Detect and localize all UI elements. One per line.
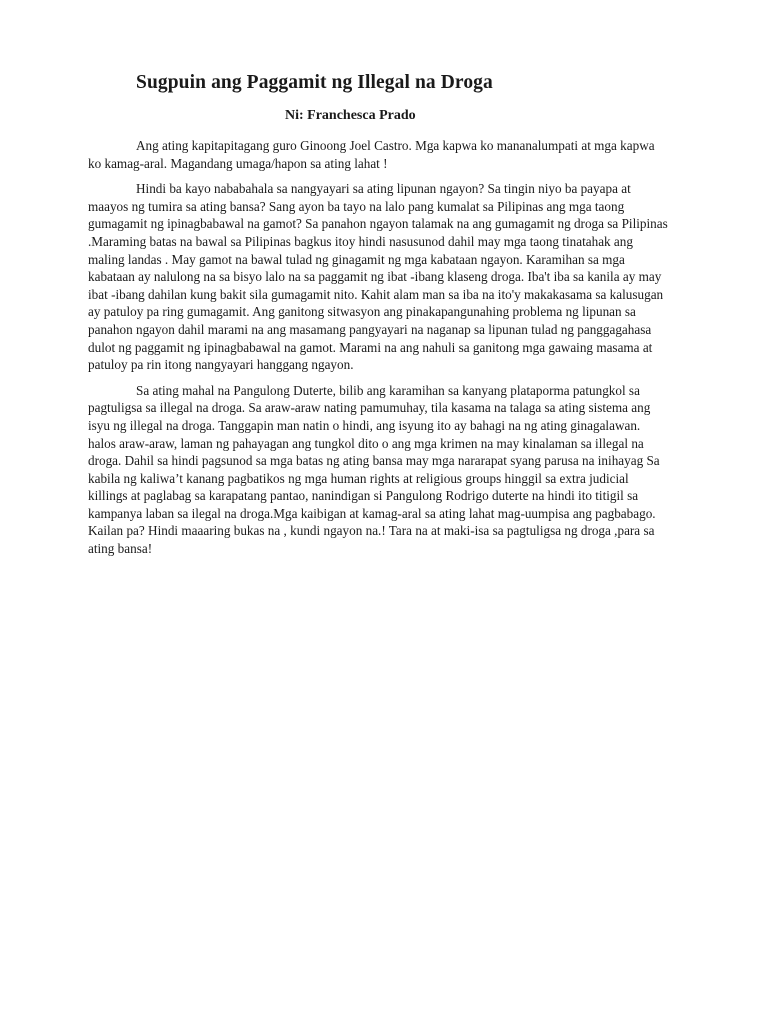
paragraph-greeting: Ang ating kapitapitagang guro Ginoong Joel Castro. Mga kapwa ko mananalumpati at mga kapwa ko kamag-aral. Magandang umaga/hapon sa ating lahat ! <box>88 138 655 171</box>
paragraph-problem: Hindi ba kayo nababahala sa nangyayari sa ating lipunan ngayon? Sa tingin niyo ba payapa at maayos ng tumira sa ating bansa? Sang ayon ba tayo na lalo pang kumalat sa Pilipinas ang mga taong gumagamit ng ipinagbabawal na gamot? Sa panahon ngayon talamak na ang gumagamit ng droga sa Pilipinas .Maraming batas na bawal sa Pilipinas bagkus itoy hindi nasusunod dahil may mga taong tinatahak ang maling landas . May gamot na bawal tulad ng ginagamit ng mga kabataan ngayon. Karamihan sa mga kabataan ay nalulong na sa bisyo lalo na sa paggamit ng ibat -ibang klaseng droga. Iba't iba sa kanila ay may ibat -ibang dahilan kung bakit sila gumagamit nito. Kahit alam man sa iba na ito'y makakasama sa kalusugan ay patuloy pa ring gumagamit. Ang ganitong sitwasyon ang pinakapangunahing problema ng lipunan sa panahon ngayon dahil marami na ang masamang pangyayari na naganap sa lipunan tulad ng panggagahasa dulot ng paggamit ng ipinagbabawal na gamot. Marami na ang nahuli sa ganitong mga gawaing masama at patuloy pa rin itong nangyayari hanggang ngayon. <box>88 181 668 373</box>
document-title: Sugpuin ang Paggamit ng Illegal na Droga <box>136 72 493 93</box>
document-author: Ni: Franchesca Prado <box>285 108 416 123</box>
document-body <box>88 137 670 566</box>
paragraph-call-to-action: Sa ating mahal na Pangulong Duterte, bilib ang karamihan sa kanyang plataporma patungkol sa pagtuligsa sa illegal na droga. Sa araw-araw nating pamumuhay, tila kasama na talaga sa ating sistema ang isyu ng illegal na droga. Tanggapin man natin o hindi, ang isyung ito ay bahagi na ng ating ginagalawan. halos araw-araw, laman ng pahayagan ang tungkol dito o ang mga krimen na may kinalaman sa illegal na droga. Dahil sa hindi pagsunod sa mga batas ng ating bansa may mga nararapat syang parusa na inihayag Sa kabila ng kaliwa’t kanang pagbatikos ng mga human rights at religious groups hinggil sa extra judicial killings at paglabag sa karapatang pantao, nanindigan si Pangulong Rodrigo duterte na hindi ito titigil sa kampanya laban sa ilegal na droga.Mga kaibigan at kamag-aral sa ating lahat mag-uumpisa ang pagbabago. Kailan pa? Hindi maaaring bukas na , kundi ngayon na.! Tara na at maki-isa sa pagtuligsa ng droga ,para sa ating bansa! <box>88 382 660 557</box>
